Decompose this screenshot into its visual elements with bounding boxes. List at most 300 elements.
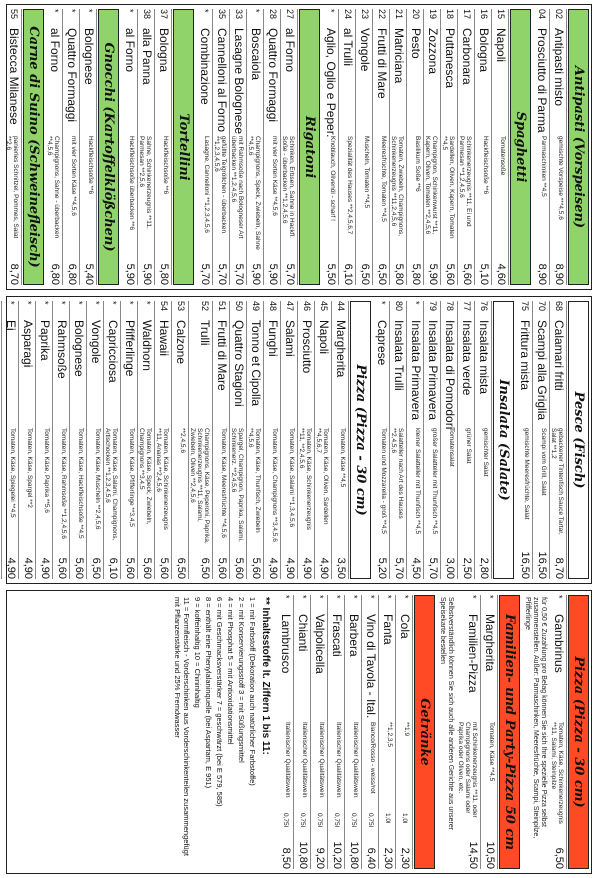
item-number: * bbox=[125, 301, 135, 305]
item-number: 48 bbox=[268, 301, 278, 312]
item-price: 5,70 bbox=[284, 263, 296, 285]
item-number: * bbox=[315, 595, 325, 599]
item-name: Tonno et Cipolla bbox=[249, 320, 263, 407]
item-number: * bbox=[400, 595, 410, 599]
item-volume: 0,75l bbox=[316, 813, 323, 828]
item-description: Hackfleischsoße überbacken **6 bbox=[128, 136, 135, 230]
item-description: Italienischer Qualitätswein bbox=[335, 722, 342, 798]
item-description: Hackfleischsoße **6 bbox=[162, 136, 169, 195]
item-number: * bbox=[485, 595, 495, 599]
menu-item bbox=[311, 595, 328, 869]
item-name: Hawaii bbox=[157, 320, 171, 357]
item-number: 21 bbox=[394, 9, 404, 20]
item-description: Tomatensoße bbox=[499, 136, 506, 176]
menu-item bbox=[424, 301, 441, 579]
menu-item bbox=[264, 9, 281, 285]
menu-item bbox=[492, 9, 509, 285]
menu-item bbox=[213, 9, 230, 285]
item-price: 6,80 bbox=[66, 263, 78, 285]
item-name: Fanta bbox=[381, 614, 395, 645]
menu-item bbox=[46, 9, 63, 285]
menu-item bbox=[53, 301, 70, 579]
item-name: Caprese bbox=[375, 320, 389, 366]
item-price: 5,60 bbox=[56, 557, 68, 579]
item-price: 5,10 bbox=[478, 263, 490, 285]
item-description: mit Schinkenerzeugnis **11, oder Champignons oder Salami oder Paprika oder Oliven, etc. bbox=[457, 722, 478, 818]
item-number: 16 bbox=[479, 9, 489, 20]
item-price: 6,50 bbox=[199, 557, 211, 579]
item-price: 5,90 bbox=[141, 263, 153, 285]
item-number: 55 bbox=[9, 9, 19, 20]
item-name: Calzone bbox=[174, 320, 188, 365]
menu-item bbox=[121, 301, 138, 579]
additive-line: 2 = mit Konservierungsstoff 3 = mit Süßungsmittel bbox=[237, 597, 246, 763]
item-number: * bbox=[366, 595, 376, 599]
item-name: Puttanesca bbox=[443, 28, 457, 89]
item-price: 16,50 bbox=[519, 551, 531, 579]
item-description: Parmaschinken **4,5 bbox=[540, 136, 547, 197]
item-number: 78 bbox=[445, 301, 455, 312]
item-price: 8,70 bbox=[553, 557, 565, 579]
menu-item bbox=[373, 301, 390, 579]
item-name: Napoli bbox=[494, 28, 508, 63]
item-description: Italienischer Qualitätswein bbox=[352, 722, 359, 798]
item-number: 47 bbox=[285, 301, 295, 312]
item-name: Prosciutto di Parma bbox=[535, 28, 549, 133]
item-number: 18 bbox=[445, 9, 455, 20]
item-price: 14,50 bbox=[467, 841, 479, 869]
item-description: **1,9 bbox=[403, 722, 410, 737]
item-description: großer Salatteller mit Thunfisch **4,5 bbox=[431, 428, 438, 535]
item-name: Quattro Formaggi bbox=[266, 28, 280, 123]
item-price: 10,50 bbox=[484, 841, 496, 869]
item-price: 5,60 bbox=[444, 263, 456, 285]
menu-item bbox=[172, 301, 189, 579]
item-name: Insalata di Pomodori bbox=[443, 320, 457, 430]
menu-item bbox=[390, 9, 407, 285]
item-name: Bologna bbox=[477, 28, 491, 73]
menu-item bbox=[230, 301, 247, 579]
item-name: Paprika bbox=[38, 320, 52, 361]
menu-item bbox=[407, 301, 424, 579]
item-number: * bbox=[281, 595, 291, 599]
menu-item bbox=[328, 595, 345, 869]
menu-item bbox=[373, 9, 390, 285]
item-description: Tomaten, Käse, Spargel **2 bbox=[26, 428, 33, 508]
item-price: 6,40 bbox=[365, 847, 377, 869]
item-price: 5,60 bbox=[461, 263, 473, 285]
item-price: 16,50 bbox=[536, 551, 548, 579]
item-description: Hackfleischsoße **6 bbox=[87, 136, 94, 195]
item-description: Bianco/Rosso - weiss/rot bbox=[369, 722, 376, 794]
menu-item bbox=[80, 9, 97, 285]
item-description: mit vier Sorten Käse **4,5,6 bbox=[271, 136, 278, 216]
item-number: 50 bbox=[234, 301, 244, 312]
additives-title: ** Inhaltsstoffe lt. Ziffern 1 bis 11: bbox=[260, 597, 271, 755]
item-price: 2,80 bbox=[478, 557, 490, 579]
item-description: panierles Schnitzel, Pommes, Salat **2,6 bbox=[5, 136, 19, 239]
menu-item bbox=[475, 301, 492, 579]
item-number: * bbox=[84, 9, 94, 13]
item-name: Bolognese bbox=[82, 28, 96, 85]
item-number: * bbox=[23, 301, 33, 305]
item-description: Tomaten, Käse, Rahmsoße **1,2,4,5,6 bbox=[60, 428, 67, 539]
item-description: Spezialität des Hauses **2,4,5,6,7 bbox=[346, 136, 353, 235]
section-header: Tortellini bbox=[173, 9, 194, 285]
item-volume: 1,0l bbox=[384, 813, 391, 824]
menu-item bbox=[390, 301, 407, 579]
item-name: Funghi bbox=[266, 320, 280, 357]
item-price: 6,10 bbox=[342, 263, 354, 285]
menu-item bbox=[36, 301, 53, 579]
item-name: Bologna bbox=[157, 28, 171, 73]
item-price: 5,90 bbox=[427, 263, 439, 285]
item-name: Valpolicella bbox=[313, 614, 327, 674]
item-name: al Trulli bbox=[341, 28, 355, 67]
item-price: 4,90 bbox=[39, 557, 51, 579]
item-description: Schinken, Erbsen, Sahne in Hackfl. Soße - überbacken **1,2,4,5,6 bbox=[281, 136, 295, 238]
item-name: alla Panna bbox=[140, 28, 154, 85]
menu-panel-middle bbox=[6, 296, 592, 584]
item-name: Carbonara bbox=[460, 28, 474, 85]
item-description: mit vier Sorten Käse **4,5,6 bbox=[70, 136, 77, 216]
item-number: * bbox=[6, 301, 16, 305]
menu-item bbox=[424, 9, 441, 285]
item-price: 6,50 bbox=[90, 557, 102, 579]
item-price: 5,60 bbox=[233, 557, 245, 579]
item-number: * bbox=[200, 9, 210, 13]
menu-item bbox=[294, 595, 311, 869]
item-number: 35 bbox=[217, 9, 227, 20]
section-header: Getränke bbox=[414, 595, 435, 869]
item-price: 2,30 bbox=[399, 847, 411, 869]
item-price: 6,50 bbox=[553, 847, 565, 869]
item-price: 4,60 bbox=[495, 263, 507, 285]
item-name: Ei bbox=[4, 320, 18, 331]
item-description: **1,2,3,5 bbox=[386, 722, 393, 747]
item-price: 5,70 bbox=[233, 263, 245, 285]
item-name: Salami bbox=[283, 320, 297, 357]
item-number: * bbox=[326, 9, 336, 13]
item-price: 5,60 bbox=[250, 557, 262, 579]
item-price: 6,80 bbox=[49, 263, 61, 285]
item-volume: 0,75l bbox=[367, 813, 374, 828]
item-volume: 0,75l bbox=[299, 813, 306, 828]
item-name: Quattro Stagioni bbox=[232, 320, 246, 407]
menu-item bbox=[475, 9, 492, 285]
item-description: Tomaten, Käse, Schinkenerzeugnis **11, Salami, Steinpilze bbox=[550, 722, 564, 824]
section-header: Spaghetti bbox=[510, 9, 531, 285]
item-description: Champignon, Schinkenwurst **11, Kapern, Oliven, Tomaten **2,4,5,6 bbox=[424, 136, 438, 235]
item-name: Insalata Trulli bbox=[392, 320, 406, 391]
additive-line: 9 = koffeinhaltig 10 = Chininhaltig bbox=[193, 597, 202, 708]
item-description: gefüllte Teigröllchen - überbacken **1,2,3,4,5,6 bbox=[213, 136, 227, 234]
item-name: Matriciana bbox=[392, 28, 406, 84]
item-description: grüner Salat bbox=[465, 428, 472, 464]
menu-item bbox=[196, 9, 213, 285]
item-price: 3,00 bbox=[444, 557, 456, 579]
item-price: 8,50 bbox=[280, 847, 292, 869]
item-number: * bbox=[383, 595, 393, 599]
additive-line: 4 = mit Phosphat 5 = mit Antioxidationsmittel bbox=[226, 597, 235, 745]
item-name: Insalata verde bbox=[460, 320, 474, 396]
additive-line: 11 = Formfleisch - Vorderschinken aus Vorderschinkenteilen zusammengefügt mit Pflanzenstärke und 25% Fremdwasser bbox=[173, 597, 191, 856]
menu-item bbox=[481, 595, 498, 869]
item-description: Tomaten, Käse, Salami **1,3,4,5,6 bbox=[288, 428, 295, 528]
item-price: 5,70 bbox=[427, 557, 439, 579]
menu-item bbox=[104, 301, 121, 579]
item-number: 80 bbox=[394, 301, 404, 312]
menu-item bbox=[277, 595, 294, 869]
info-note: für 0,50 € Zuzahlung pro Belag können Sie sich Ihre spezielle Pizza selbst zusammenstellen. Außer: Parmaschinken, Meeresfrüchte, Scampi, Steinpilze, Pfifferlinge bbox=[524, 597, 547, 839]
item-name: Margherita bbox=[483, 614, 497, 672]
item-description: Tomaten, Käse, Speck, Zwiebeln, Champignons **3,4,5 bbox=[138, 428, 152, 525]
item-description: Tomaten, Käse, Salami, Champignons, Artischocken **1,2,3,4,5,6 bbox=[104, 428, 118, 541]
menu-item bbox=[155, 9, 172, 285]
menu-item bbox=[87, 301, 104, 579]
item-price: 5,90 bbox=[124, 263, 136, 285]
section-header: Familien- und Party-Pizza 50 cm bbox=[499, 595, 520, 869]
item-number: * bbox=[91, 301, 101, 305]
section-header: Insalata (Salate) bbox=[493, 301, 514, 579]
item-number: * bbox=[298, 595, 308, 599]
additive-line: 6 = mit Geschmacksverstärker 7 = geschwärzt (bei E 579, 585) bbox=[215, 597, 224, 807]
item-description: Tomatensalat bbox=[448, 428, 455, 467]
item-name: Chianti bbox=[296, 614, 310, 652]
item-price: 5,60 bbox=[141, 557, 153, 579]
item-description: Tomaten und Mozzarella - groß **4,5 bbox=[380, 428, 387, 534]
item-price: 3,50 bbox=[335, 557, 347, 579]
menu-item bbox=[441, 301, 458, 579]
menu-item bbox=[356, 9, 373, 285]
item-number: 27 bbox=[285, 9, 295, 20]
item-description: Italienischer Qualitätswein bbox=[301, 722, 308, 798]
item-number: * bbox=[251, 9, 261, 13]
item-description: Sahne, Schinkenerzeugnis **11, Parmesan **2,5,6 bbox=[138, 136, 152, 229]
item-number: 24 bbox=[343, 9, 353, 20]
item-number: * bbox=[349, 595, 359, 599]
item-description: Lasagne, Cannelloni **1,2,3,4,5,6 bbox=[203, 136, 210, 233]
menu-item bbox=[379, 595, 396, 869]
item-description: gemischte Vorspeise ***4,5,6 bbox=[557, 136, 564, 220]
item-price: 9,20 bbox=[314, 847, 326, 869]
item-number: 52 bbox=[200, 301, 210, 312]
menu-item bbox=[550, 301, 567, 579]
item-number: * bbox=[554, 595, 564, 599]
item-description: kleiner Salatteller mit Thunfisch **4,5 bbox=[414, 428, 421, 535]
item-number: 20 bbox=[411, 9, 421, 20]
item-number: 44 bbox=[336, 301, 346, 312]
item-price: 6,50 bbox=[376, 263, 388, 285]
item-description: Champignons, Sahne - überbacken **4,5,6 bbox=[46, 136, 60, 239]
menu-item bbox=[138, 301, 155, 579]
menu-item bbox=[550, 595, 567, 869]
menu-item bbox=[298, 301, 315, 579]
item-price: 6,50 bbox=[359, 263, 371, 285]
item-name: Frascati bbox=[330, 614, 344, 657]
item-price: 5,60 bbox=[124, 557, 136, 579]
item-name: Cola bbox=[398, 614, 412, 639]
item-name: Gambrinus bbox=[552, 614, 566, 673]
item-name: Pfifferlinge bbox=[123, 320, 137, 377]
item-number: 76 bbox=[479, 301, 489, 312]
item-description: Knoblauch, Olivenöl - scharf ! bbox=[329, 136, 336, 221]
item-number: * bbox=[377, 301, 387, 305]
item-number: 45 bbox=[319, 301, 329, 312]
item-description: Tomaten, Käse, Schinkenerzeugnis **11, Ananas **2,4,5,6 bbox=[155, 428, 169, 530]
item-name: Frutti di Mare bbox=[215, 320, 229, 391]
item-description: Tomaten, Käse, Paprika **5,6 bbox=[43, 428, 50, 513]
menu-item bbox=[441, 9, 458, 285]
item-price: 5,80 bbox=[158, 263, 170, 285]
item-description: Spargel, Champignon, Paprika, Salami, Schinkenerz. **2,4,5,6 bbox=[230, 428, 244, 542]
menu-item bbox=[516, 301, 533, 579]
menu-item bbox=[458, 9, 475, 285]
item-price: 8,90 bbox=[553, 263, 565, 285]
item-name: Asparagi bbox=[21, 320, 35, 368]
item-price: 5,60 bbox=[158, 557, 170, 579]
item-name: Quattro Formaggi bbox=[65, 28, 79, 123]
item-price: 2,50 bbox=[461, 557, 473, 579]
item-description: Meeresfrüchte, Tomaten **4,5 bbox=[380, 136, 387, 222]
item-name: Boscaiola bbox=[249, 28, 263, 81]
item-price: 5,80 bbox=[410, 263, 422, 285]
item-name: Antipasti misto bbox=[552, 28, 566, 107]
menu-item bbox=[322, 9, 339, 285]
menu-item bbox=[281, 301, 298, 579]
item-name: Waldhorn bbox=[140, 320, 154, 371]
item-description: Tomaten, Käse, Spiegelei **4,5 bbox=[9, 428, 16, 518]
item-number: 51 bbox=[217, 301, 227, 312]
item-name: Vongole bbox=[358, 28, 372, 72]
item-name: Margherita bbox=[334, 320, 348, 378]
item-volume: 0,75l bbox=[350, 813, 357, 828]
item-volume: 1,0l bbox=[401, 813, 408, 824]
item-name: Zozzona bbox=[426, 28, 440, 75]
item-description: Muscheln, Tomaten **4,5 bbox=[363, 136, 370, 209]
additive-line: 1 = mit Farbstoff (Dekoration auch natürlicher Farbstoffe) bbox=[248, 597, 257, 786]
item-number: * bbox=[411, 301, 421, 305]
item-price: 4,90 bbox=[22, 557, 34, 579]
info-note: Selbstverständlich können Sie sich auch alle anderen Gerichte aus unserer Speisekarte bestellen bbox=[439, 597, 454, 831]
item-description: Tomaten, Käse, Champignons **3,4,5,6 bbox=[271, 428, 278, 542]
item-price: 5,70 bbox=[216, 263, 228, 285]
item-number: 02 bbox=[554, 9, 564, 20]
menu-item bbox=[213, 301, 230, 579]
item-name: Lambrusco bbox=[279, 614, 293, 674]
menu-item bbox=[458, 301, 475, 579]
item-description: Salatteller nach Art des Hauses **2,4,5,6 bbox=[390, 428, 404, 519]
item-name: Calamari fritti bbox=[552, 320, 566, 391]
item-number: 68 bbox=[554, 301, 564, 312]
item-name: Aglio, Oglio e Peper. bbox=[324, 28, 338, 138]
item-number: * bbox=[67, 9, 77, 13]
menu-panel-right bbox=[6, 590, 592, 874]
item-price: 5,70 bbox=[393, 557, 405, 579]
item-description: Tomaten, Käse, Muscheln **2,4,5,6 bbox=[94, 428, 101, 530]
item-name: Insalata Primavera bbox=[426, 320, 440, 421]
menu-item bbox=[0, 301, 2, 579]
item-description: Tomaten, Käse, Pfifferlinge **3,4,5 bbox=[128, 428, 135, 527]
section-header: Rigatoni bbox=[299, 9, 320, 285]
item-number: * bbox=[468, 595, 478, 599]
item-number: 15 bbox=[496, 9, 506, 20]
menu-item bbox=[339, 9, 356, 285]
menu-item bbox=[247, 9, 264, 285]
item-volume: 0,75l bbox=[282, 813, 289, 828]
menu-item bbox=[457, 595, 481, 869]
item-number: 54 bbox=[159, 301, 169, 312]
item-description: Tomaten, Käse, Schinkenerzeugnis **11, **2,4,5,6 bbox=[298, 428, 312, 530]
item-price: 5,40 bbox=[83, 263, 95, 285]
item-number: 38 bbox=[142, 9, 152, 20]
item-number: 37 bbox=[159, 9, 169, 20]
item-price: 5,60 bbox=[73, 557, 85, 579]
item-description: mit Rahmsoße nach Bologneser Art überbacken **1,2,4,5,6 bbox=[230, 136, 244, 239]
item-name: Napoli bbox=[317, 320, 331, 355]
item-name: al Forno bbox=[48, 28, 62, 73]
item-name: Frittura mista bbox=[518, 320, 532, 391]
item-name: Vongole bbox=[89, 320, 103, 364]
menu-item bbox=[247, 301, 264, 579]
item-description: Hackfleischsoße **6 bbox=[482, 136, 489, 195]
item-volume: 0,75l bbox=[333, 813, 340, 828]
section-header: Gnocchi (Kartoffelklößchen) bbox=[98, 9, 119, 285]
item-price: 5,50 bbox=[325, 263, 337, 285]
item-number: * bbox=[142, 301, 152, 305]
item-price: 10,80 bbox=[348, 841, 360, 869]
menu-panel-left bbox=[6, 4, 592, 290]
menu-item bbox=[281, 9, 298, 285]
menu-item bbox=[19, 301, 36, 579]
item-name: Pesto bbox=[409, 28, 423, 59]
item-price: 6,50 bbox=[175, 557, 187, 579]
item-number: 28 bbox=[268, 9, 278, 20]
item-name: Lasagne Bolognese bbox=[232, 28, 246, 135]
item-price: 4,90 bbox=[267, 557, 279, 579]
menu-item bbox=[533, 9, 550, 285]
menu-item bbox=[63, 9, 80, 285]
item-number: 75 bbox=[520, 301, 530, 312]
item-number: 70 bbox=[537, 301, 547, 312]
item-name: Frutti di Mare bbox=[375, 28, 389, 99]
item-number: 19 bbox=[428, 9, 438, 20]
item-price: 5,60 bbox=[216, 557, 228, 579]
item-description: Italienischer Qualitätswein bbox=[284, 722, 291, 798]
item-name: Familien-Pizza bbox=[466, 614, 480, 693]
item-price: 5,70 bbox=[199, 263, 211, 285]
additive-line: 8 = enthält eine Phenylalaninquelle (bei Aspartam, E 951) bbox=[204, 597, 213, 789]
item-description: Tomaten, Käse, Oliven, Sardellen **4,5,6,7 bbox=[315, 428, 329, 525]
item-price: 8,90 bbox=[536, 263, 548, 285]
item-number: * bbox=[74, 301, 84, 305]
item-price: 10,80 bbox=[297, 841, 309, 869]
item-name: al Forno bbox=[123, 28, 137, 73]
item-number: * bbox=[125, 9, 135, 13]
item-description: Tomaten, Käse, Hackfleischsoße **4,5 bbox=[77, 428, 84, 539]
item-number: * bbox=[108, 301, 118, 305]
item-number: * bbox=[40, 301, 50, 305]
item-number: 49 bbox=[251, 301, 261, 312]
item-description: Basilikum Soße **6 bbox=[414, 136, 421, 192]
menu-item bbox=[5, 9, 22, 285]
item-description: **2,4,5,6 bbox=[179, 428, 186, 453]
item-number: * bbox=[332, 595, 342, 599]
menu-item bbox=[138, 9, 155, 285]
item-number: * bbox=[57, 301, 67, 305]
menu-item bbox=[264, 301, 281, 579]
section-header: Pesce (Fisch) bbox=[568, 301, 589, 579]
